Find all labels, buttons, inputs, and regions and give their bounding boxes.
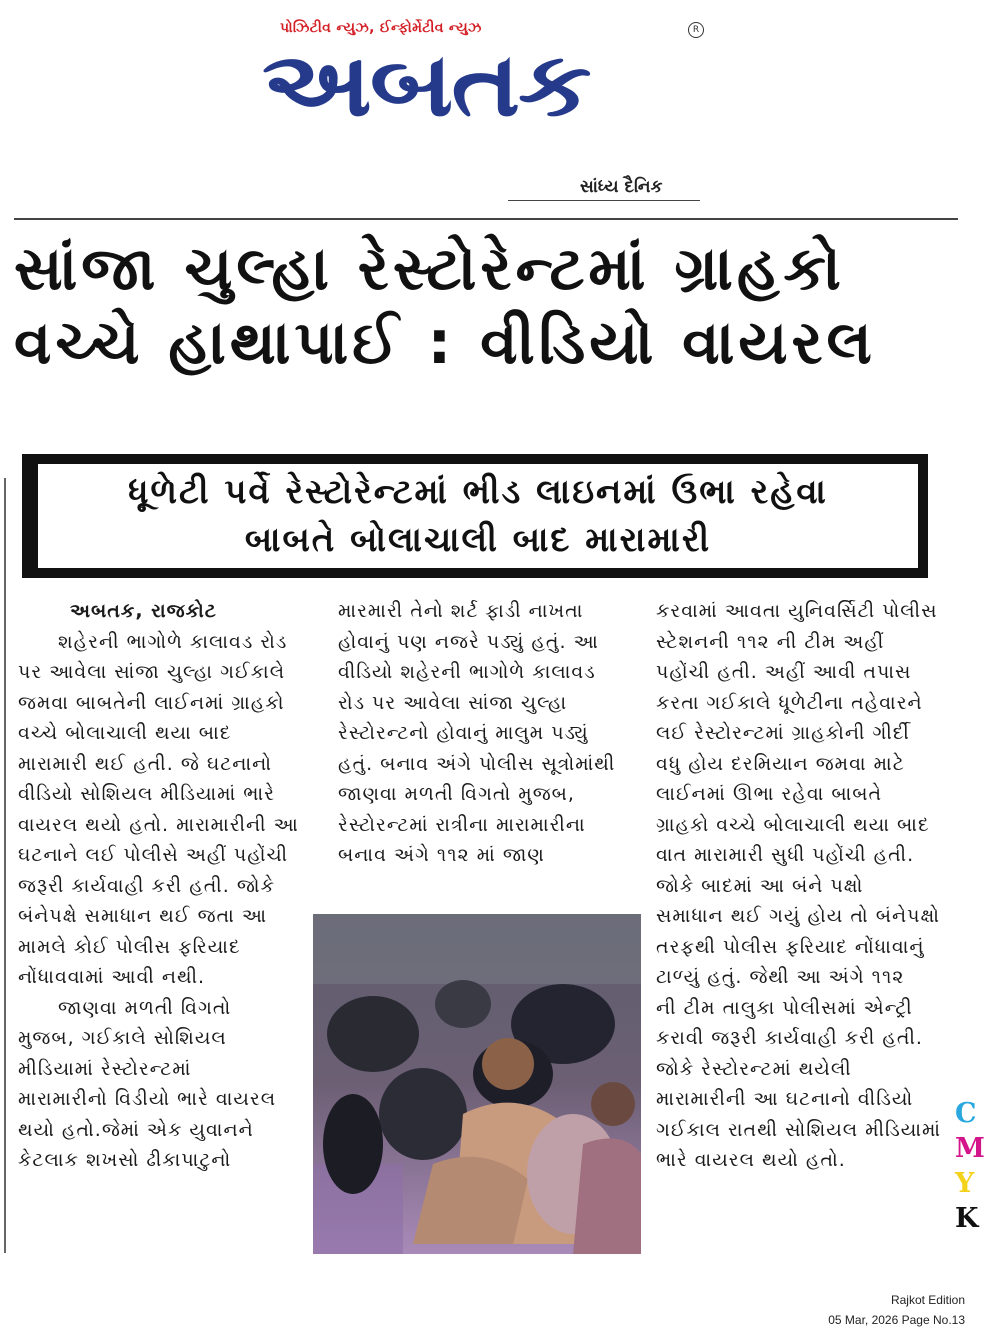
headline-line-2: વચ્ચે હાથાપાઈ : વીડિયો વાયરલ	[14, 308, 876, 378]
text-line: વચ્ચે બોલાચાલી થયા બાદ	[18, 722, 232, 744]
article-dateline: અબતક, રાજકોટ	[70, 600, 217, 622]
text-line: હોવાનું પણ નજરે પડ્યું હતું. આ	[338, 630, 599, 653]
text-line: લઈ રેસ્ટોરન્ટમાં ગ્રાહકોની ગીર્દી	[656, 722, 910, 744]
text-line: કરતા ગઈકાલે ધૂળેટીના તહેવારને	[656, 691, 923, 714]
text-line: જોકે રેસ્ટોરન્ટમાં થયેલી	[656, 1057, 852, 1080]
main-headline	[14, 232, 958, 380]
text-line: મામલે કોઈ પોલીસ ફરિયાદ	[18, 935, 241, 958]
text-line: રેસ્ટોરન્ટનો હોવાનું માલુમ પડ્યું	[338, 722, 589, 744]
masthead-tagline: પોઝિટીવ ન્યુઝ, ઈન્ફોર્મેટીવ ન્યુઝ	[280, 20, 482, 36]
text-line: પર આવેલા સાંજા ચુલ્હા ગઈકાલે	[18, 661, 286, 683]
masthead-subtitle: સાંધ્ય દૈનિક	[580, 177, 663, 197]
text-line: મારામારી થઈ હતી. જે ઘટનાનો	[18, 752, 273, 775]
text-line: વધુ હોય દરમિયાન જમવા માટે	[656, 752, 905, 775]
text-line: પહોંચી હતી. અહીં આવી તપાસ	[656, 661, 912, 683]
text-line: નોંધાવવામાં આવી નથી.	[18, 966, 206, 988]
text-line: મીડિયામાં રેસ્ટોરન્ટમાં	[18, 1057, 192, 1080]
article-column-3	[656, 596, 950, 1176]
text-line: ગ્રાહકો વચ્ચે બોલાચાલી થયા બાદ	[656, 813, 930, 836]
news-photo	[313, 914, 641, 1254]
text-line: કેટલાક શખસો ઢીકાપાટુનો	[18, 1149, 232, 1171]
cmyk-mark-magenta: M	[955, 1133, 985, 1164]
text-line: ગઈકાલ રાતથી સોશિયલ મીડિયામાં	[656, 1118, 942, 1141]
text-line: જાણવા મળતી વિગતો	[58, 996, 232, 1019]
subhead-banner	[22, 454, 932, 582]
text-line: શહેરની ભાગોળે કાલાવડ રોડ	[58, 630, 288, 653]
text-line: તરફથી પોલીસ ફરિયાદ નોંધાવાનું	[656, 935, 925, 958]
text-line: મારામારીનો વિડીયો ભારે વાયરલ	[18, 1088, 277, 1110]
masthead	[258, 18, 710, 206]
text-line: સમાધાન થઈ ગયું હોય તો બંનેપક્ષો	[656, 905, 940, 927]
subhead-line-2: બાબતે બોલાચાલી બાદ મારામારી	[244, 520, 712, 560]
article-column-2	[338, 596, 634, 871]
text-line: વીડિયો સોશિયલ મીડિયામાં ભારે	[18, 783, 275, 805]
text-line: જોકે બાદમાં આ બંને પક્ષો	[656, 874, 864, 897]
left-margin-rule	[4, 478, 6, 1253]
cmyk-mark-cyan: C	[955, 1098, 977, 1129]
cmyk-print-marks	[955, 1096, 985, 1236]
subhead-line-1: ધૂળેટી પર્વે રેસ્ટોરેન્ટમાં ભીડ લાઇનમાં ઉભા રહેવા	[128, 472, 828, 512]
text-line: મારમારી તેનો શર્ટ ફાડી નાખતા	[338, 600, 584, 622]
text-line: મારામારીની આ ઘટનાનો વીડિયો	[656, 1088, 914, 1110]
registered-mark-icon: R	[688, 22, 704, 38]
date-page-label: 05 Mar, 2026 Page No.13	[828, 1313, 965, 1327]
text-line: જરૂરી કાર્યવાહી કરી હતી. જોકે	[18, 874, 275, 897]
text-line: જમવા બાબતેની લાઈનમાં ગ્રાહકો	[18, 691, 285, 714]
article-column-1	[18, 596, 318, 1176]
banner-box	[36, 462, 920, 570]
masthead-divider	[14, 218, 958, 220]
newspaper-logo: અબતક	[262, 32, 590, 137]
text-line: રેસ્ટોરન્ટમાં રાત્રીના મારામારીના	[338, 813, 586, 836]
text-line: વાત મારામારી સુધી પહોંચી હતી.	[656, 844, 915, 866]
text-line: વાયરલ થયો હતો. મારામારીની આ	[18, 813, 299, 836]
text-line: રોડ પર આવેલા સાંજા ચુલ્હા	[338, 691, 568, 714]
text-line: હતું. બનાવ અંગે પોલીસ સૂત્રોમાંથી	[338, 752, 616, 775]
edition-label: Rajkot Edition	[890, 1293, 965, 1307]
text-line: મુજબ, ગઈકાલે સોશિયલ	[18, 1027, 227, 1049]
text-line: બંનેપક્ષે સમાધાન થઈ જતા આ	[18, 905, 267, 927]
text-line: થયો હતો.જેમાં એક યુવાનને	[18, 1118, 254, 1141]
text-line: બનાવ અંગે ૧૧૨ માં જાણ	[338, 844, 545, 866]
text-line: સ્ટેશનની ૧૧૨ ની ટીમ અહીં	[656, 630, 885, 653]
cmyk-mark-black: K	[955, 1203, 979, 1234]
page-footer	[828, 1290, 965, 1330]
text-line: ઘટનાને લઈ પોલીસે અહીં પહોંચી	[18, 844, 289, 866]
text-line: ટાળ્યું હતું. જેથી આ અંગે ૧૧૨	[656, 966, 905, 988]
text-line: લાઈનમાં ઊભા રહેવા બાબતે	[656, 783, 883, 805]
text-line: કરાવી જરૂરી કાર્યવાહી કરી હતી.	[656, 1027, 923, 1049]
text-line: ભારે વાયરલ થયો હતો.	[656, 1149, 846, 1171]
headline-line-1: સાંજા ચુલ્હા રેસ્ટોરેન્ટમાં ગ્રાહકો	[14, 234, 845, 304]
text-line: જાણવા મળતી વિગતો મુજબ,	[338, 783, 575, 805]
text-line: વીડિયો શહેરની ભાગોળે કાલાવડ	[338, 661, 596, 683]
text-line: ની ટીમ તાલુકા પોલીસમાં એન્ટ્રી	[656, 996, 913, 1019]
news-photo-image	[313, 914, 641, 1254]
text-line: કરવામાં આવતા યુનિવર્સિટી પોલીસ	[656, 600, 938, 622]
cmyk-mark-yellow: Y	[955, 1168, 975, 1199]
